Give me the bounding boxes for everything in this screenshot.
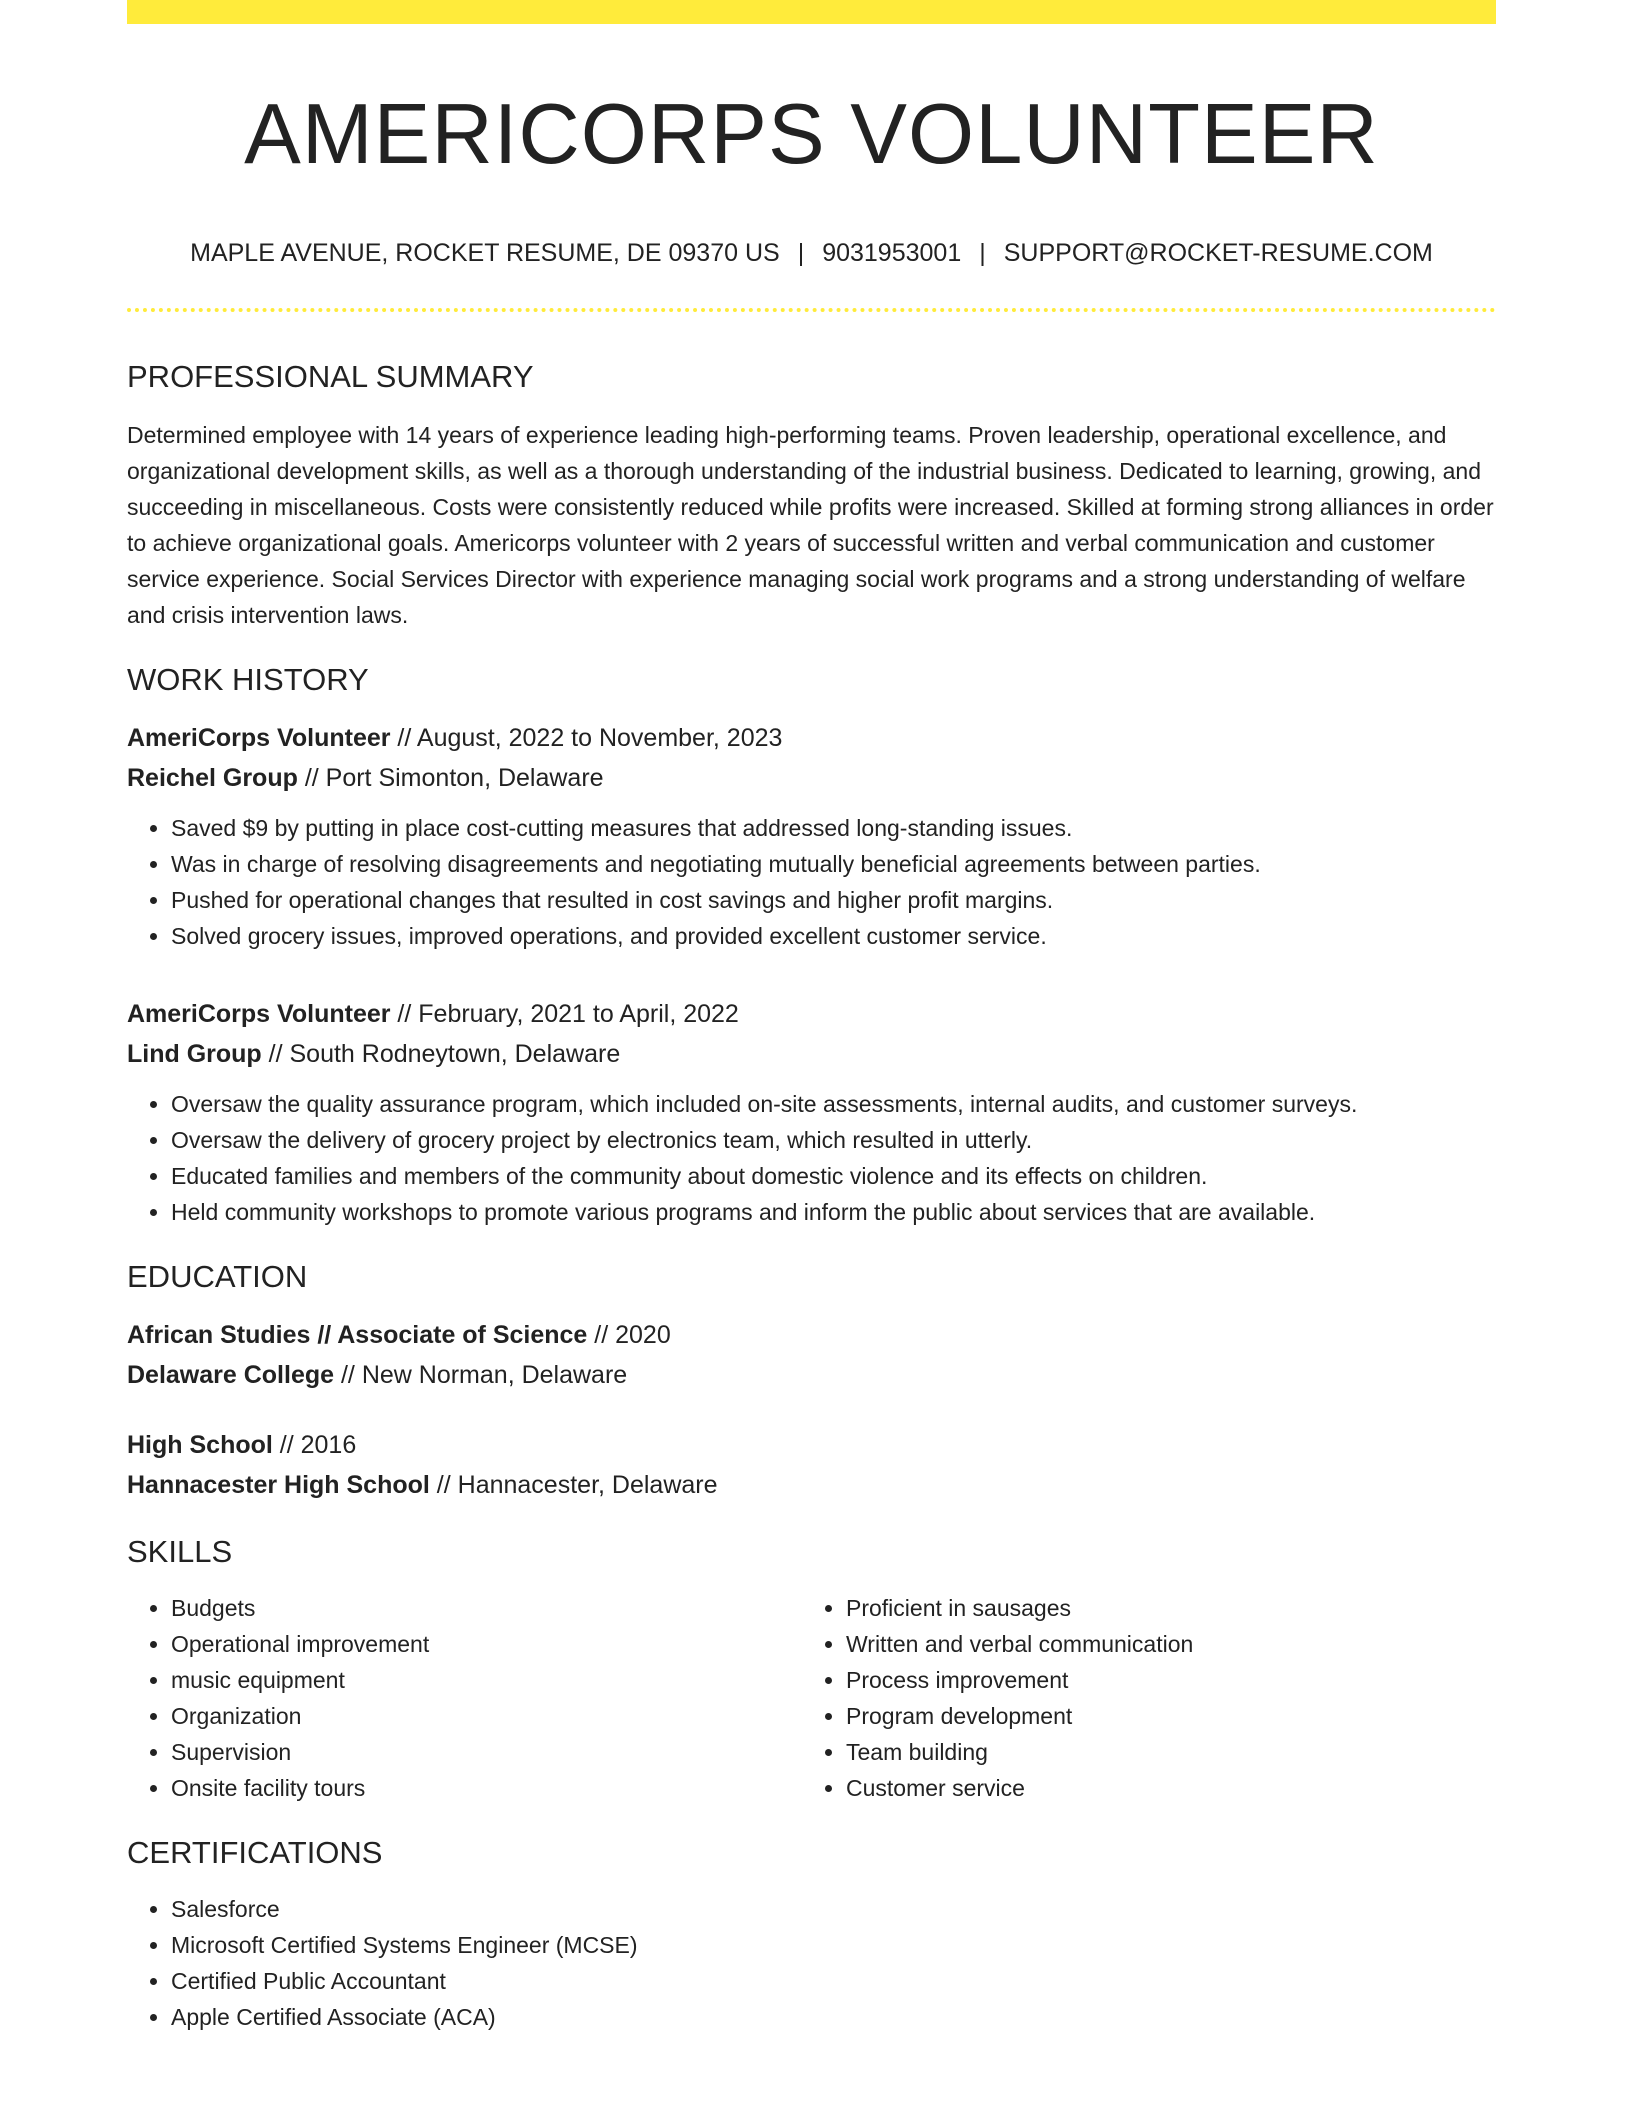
certification-item: • Certified Public Accountant <box>171 1963 1496 1999</box>
job-role: AmeriCorps Volunteer <box>127 999 391 1028</box>
education-degree: High School <box>127 1431 273 1460</box>
contact-separator: | <box>797 238 805 267</box>
skills-section <box>127 1533 1496 1806</box>
job-entry <box>127 718 1496 954</box>
education-school: Hannacester High School <box>127 1471 430 1500</box>
job-company-line <box>127 1034 1496 1074</box>
skill-item: • Budgets <box>171 1590 802 1626</box>
skill-item: • Team building <box>846 1734 1477 1770</box>
job-bullet: • Pushed for operational changes that resulted in cost savings and higher profit margins. <box>171 882 1496 918</box>
job-bullet: • Was in charge of resolving disagreements and negotiating mutually beneficial agreements between parties. <box>171 846 1496 882</box>
skill-item: • Process improvement <box>846 1662 1477 1698</box>
certifications-heading: CERTIFICATIONS <box>127 1835 383 1871</box>
skill-item: • Written and verbal communication <box>846 1626 1477 1662</box>
certifications-list <box>127 1891 1496 2035</box>
certification-item: • Apple Certified Associate (ACA) <box>171 1999 1496 2035</box>
education-location: // New Norman, Delaware <box>334 1361 628 1390</box>
header-divider <box>127 308 1496 312</box>
education-entry <box>127 1315 1496 1395</box>
contact-line <box>127 238 1496 268</box>
contact-separator: | <box>979 238 986 267</box>
education-school-line <box>127 1355 1496 1395</box>
contact-email: SUPPORT@ROCKET-RESUME.COM <box>1003 238 1433 267</box>
work-history-section <box>127 661 1496 1230</box>
education-year: // 2020 <box>587 1321 671 1350</box>
job-company-line <box>127 758 1496 798</box>
skills-column-left <box>127 1590 802 1806</box>
skills-column-right <box>802 1590 1477 1806</box>
job-dates: // August, 2022 to November, 2023 <box>390 723 783 752</box>
certification-item: • Salesforce <box>171 1891 1496 1927</box>
skill-item: • Onsite facility tours <box>171 1770 802 1806</box>
job-location: // Port Simonton, Delaware <box>297 763 604 792</box>
certification-item: • Microsoft Certified Systems Engineer (MCSE) <box>171 1927 1496 1963</box>
job-bullet: • Oversaw the delivery of grocery project by electronics team, which resulted in utterly. <box>171 1122 1496 1158</box>
job-bullet: • Oversaw the quality assurance program, which included on-site assessments, internal audits, and customer surveys. <box>171 1086 1496 1122</box>
top-accent-bar <box>127 0 1496 24</box>
job-title-line <box>127 718 1496 758</box>
skill-item: • Program development <box>846 1698 1477 1734</box>
summary-text: Determined employee with 14 years of experience leading high-performing teams. Proven leadership, operational excellence, and organizational development skills, as well as a thorough understanding of the industrial business. Dedicated to learning, growing, and succeeding in miscellaneous. Costs were consistently reduced while profits were increased. Skilled at forming strong alliances in order to achieve organizational goals. Americorps volunteer with 2 years of successful written and verbal communication and customer service experience. Social Services Director with experience managing social work programs and a strong understanding of welfare and crisis intervention laws. <box>127 421 1494 628</box>
education-entry <box>127 1425 1496 1505</box>
summary-heading: PROFESSIONAL SUMMARY <box>127 358 534 394</box>
job-bullet: • Saved $9 by putting in place cost-cutting measures that addressed long-standing issues. <box>171 810 1496 846</box>
education-section <box>127 1258 1496 1505</box>
job-location: // South Rodneytown, Delaware <box>261 1039 621 1068</box>
education-school: Delaware College <box>127 1361 335 1390</box>
education-degree-line <box>127 1425 1496 1465</box>
education-school-line <box>127 1465 1496 1505</box>
education-heading: EDUCATION <box>127 1258 308 1294</box>
skill-item: • Customer service <box>846 1770 1477 1806</box>
contact-address: MAPLE AVENUE, ROCKET RESUME, DE 09370 US <box>190 238 780 267</box>
contact-phone: 9031953001 <box>822 238 962 267</box>
work-history-heading: WORK HISTORY <box>127 661 369 697</box>
education-degree: African Studies // Associate of Science <box>127 1321 588 1350</box>
job-company: Reichel Group <box>127 763 298 792</box>
certifications-section <box>127 1834 1496 2035</box>
education-degree-line <box>127 1315 1496 1355</box>
job-bullet: • Educated families and members of the community about domestic violence and its effects on children. <box>171 1158 1496 1194</box>
job-bullet: • Solved grocery issues, improved operations, and provided excellent customer service. <box>171 918 1496 954</box>
job-company: Lind Group <box>127 1039 262 1068</box>
skill-item: • music equipment <box>171 1662 802 1698</box>
job-entry <box>127 994 1496 1230</box>
education-location: // Hannacester, Delaware <box>429 1471 718 1500</box>
resume-name: AMERICORPS VOLUNTEER <box>244 87 1379 182</box>
job-dates: // February, 2021 to April, 2022 <box>390 999 739 1028</box>
skills-heading: SKILLS <box>127 1534 233 1570</box>
resume-page <box>127 0 1496 2035</box>
education-year: // 2016 <box>272 1431 357 1460</box>
skill-item: • Supervision <box>171 1734 802 1770</box>
job-bullet: • Held community workshops to promote various programs and inform the public about services that are available. <box>171 1194 1496 1230</box>
skills-grid <box>127 1590 1496 1806</box>
skill-item: • Proficient in sausages <box>846 1590 1477 1626</box>
skill-item: • Organization <box>171 1698 802 1734</box>
job-role: AmeriCorps Volunteer <box>127 723 391 752</box>
job-bullets <box>127 1086 1496 1230</box>
job-bullets <box>127 810 1496 954</box>
job-title-line <box>127 994 1496 1034</box>
summary-section <box>127 358 1496 633</box>
skill-item: • Operational improvement <box>171 1626 802 1662</box>
